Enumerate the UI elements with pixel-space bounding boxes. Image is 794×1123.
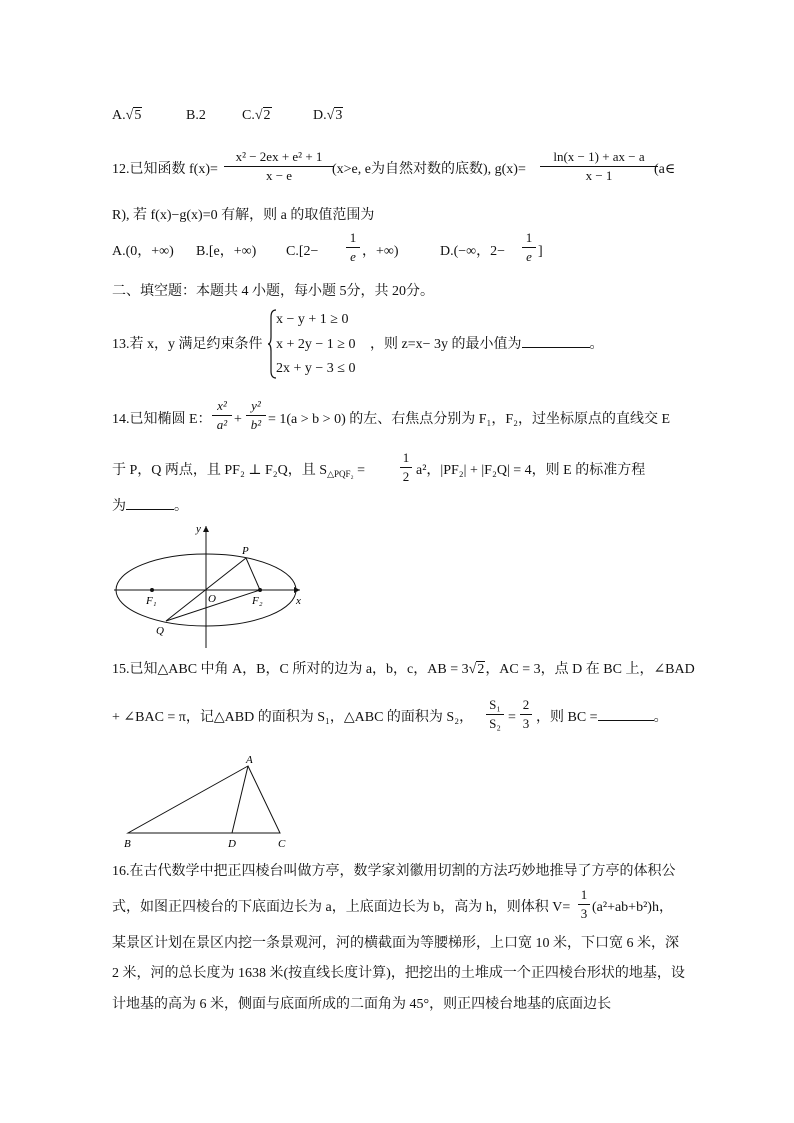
q11-c-radicand: 2: [263, 108, 271, 123]
q15-line2: + ∠BAC = π，记△ABD 的面积为 S₁，△ABC 的面积为 S₂，: [112, 710, 474, 725]
q14-y-fraction: y² b²: [246, 398, 266, 433]
q14-ellipse-figure: [112, 520, 312, 650]
q11-d-radicand: 3: [335, 108, 343, 123]
q11-a-radicand: 5: [134, 108, 142, 123]
q12-f-fraction: [224, 149, 334, 184]
q12-d-fraction: 1 e: [522, 230, 536, 265]
q13-brace: [268, 309, 276, 379]
label-f1: F₁: [146, 595, 157, 607]
q15-line2-tail: ，则 BC = 。: [536, 710, 668, 725]
label-f2: F₂: [252, 595, 263, 607]
q14-x-fraction: x² a²: [212, 398, 232, 433]
triangle-abc: [128, 766, 280, 833]
label-x: x: [296, 595, 301, 607]
q11-option-a: A.√5: [112, 108, 142, 123]
segment-pf2: [246, 558, 260, 590]
q12-g-numerator: ln(x − 1) + ax − a: [553, 149, 645, 164]
q16-line2-tail: (a²+ab+b²)h，: [592, 900, 673, 915]
q16-line4: 2 米，河的总长度为 1638 米(按直线长度计算)，把挖出的土堆成一个正四棱台形状的地基，设: [112, 966, 685, 981]
q12-g-denominator: x − 1: [585, 168, 613, 183]
q12-option-a: A.(0，+∞): [112, 244, 174, 259]
q13-constraint-1: x − y + 1 ≥ 0: [276, 312, 349, 327]
q16-line3: 某景区计划在景区内挖一条景观河，河的横截面为等腰梯形，上口宽 10 米，下口宽 6 米，深: [112, 936, 679, 951]
q15-line1: 15.已知△ABC 中角 A，B，C 所对的边为 a，b，c，AB = 3√2，AC = 3，点 D 在 BC 上，∠BAD: [112, 662, 695, 677]
q12-prefix: 12.已知函数 f(x)=: [112, 162, 218, 177]
q13-constraint-3: 2x + y − 3 ≤ 0: [276, 361, 356, 376]
q16-line1: 16.在古代数学中把正四棱台叫做方亭，数学家刘徽用切割的方法巧妙地推导了方亭的体积公: [112, 864, 676, 879]
q13-answer-blank[interactable]: [522, 347, 590, 348]
label-d: D: [228, 838, 236, 850]
x-axis-arrow: [294, 587, 300, 593]
q15-s-fraction: S₁ S₂: [486, 697, 504, 732]
q12-line2: R), 若 f(x)−g(x)=0 有解，则 a 的取值范围为: [112, 208, 375, 223]
q11-option-b: B.2: [186, 108, 206, 123]
q13-constraint-2: x + 2y − 1 ≥ 0: [276, 337, 356, 352]
section-heading: 二、填空题：本题共 4 小题，每小题 5分，共 20分。: [112, 284, 434, 299]
q12-option-b: B.[e，+∞): [196, 244, 257, 259]
q15-answer-blank[interactable]: [598, 720, 654, 721]
q15-ratio-fraction: 2 3: [520, 697, 532, 732]
q12-option-c-tail: ，+∞): [362, 244, 399, 259]
q12-mid: (x>e, e为自然对数的底数), g(x)=: [332, 162, 526, 177]
q12-g-fraction: [540, 149, 658, 184]
q16-line5: 计地基的高为 6 米，侧面与底面所成的二面角为 45°，则正四棱台地基的底面边长: [112, 997, 612, 1012]
q12-option-d-tail: ]: [538, 244, 543, 259]
y-axis-arrow: [203, 526, 209, 532]
q12-c-fraction: 1 e: [346, 230, 360, 265]
q14-eq-tail: = 1(a > b > 0) 的左、右焦点分别为 F₁，F₂，过坐标原点的直线交 E: [268, 412, 671, 427]
label-y: y: [196, 523, 201, 535]
q12-option-d: D.(−∞，2−: [440, 244, 506, 259]
q12-f-numerator: x² − 2ex + e² + 1: [235, 149, 323, 164]
q14-half-fraction: 1 2: [400, 450, 412, 485]
q11-option-c: C.√2: [242, 108, 271, 123]
q13-prefix: 13.若 x，y 满足约束条件: [112, 337, 263, 352]
q12-option-c: C.[2−: [286, 244, 319, 259]
q11-option-d: D.√3: [313, 108, 343, 123]
q14-line3: 为 。: [112, 499, 188, 514]
q12-suffix: (a∈: [654, 162, 676, 177]
label-c: C: [278, 838, 286, 850]
q16-line2: 式，如图正四棱台的下底面边长为 a，上底面边长为 b，高为 h，则体积 V=: [112, 900, 571, 915]
segment-ad: [232, 766, 248, 833]
label-b: B: [124, 838, 131, 850]
q13-suffix: ，则 z=x− 3y 的最小值为 。: [370, 337, 604, 352]
q15-triangle-figure: [118, 752, 298, 852]
label-p: P: [242, 545, 249, 557]
q14-prefix: 14.已知椭圆 E：: [112, 412, 212, 427]
q15-eq: =: [508, 710, 516, 725]
q16-third-fraction: 1 3: [578, 887, 590, 922]
label-q: Q: [156, 625, 164, 637]
q14-line2: 于 P，Q 两点，且 PF₂ ⊥ F₂Q，且 $S_{\triangle PQF_2}$ =: [112, 463, 366, 479]
label-a: A: [246, 754, 253, 766]
q14-answer-blank[interactable]: [126, 509, 174, 510]
focus-f1-point: [150, 588, 154, 592]
q14-line2-tail: a²，|PF₂| + |F₂Q| = 4，则 E 的标准方程: [416, 463, 646, 478]
q12-f-denominator: x − e: [265, 168, 293, 183]
label-o: O: [208, 593, 216, 605]
